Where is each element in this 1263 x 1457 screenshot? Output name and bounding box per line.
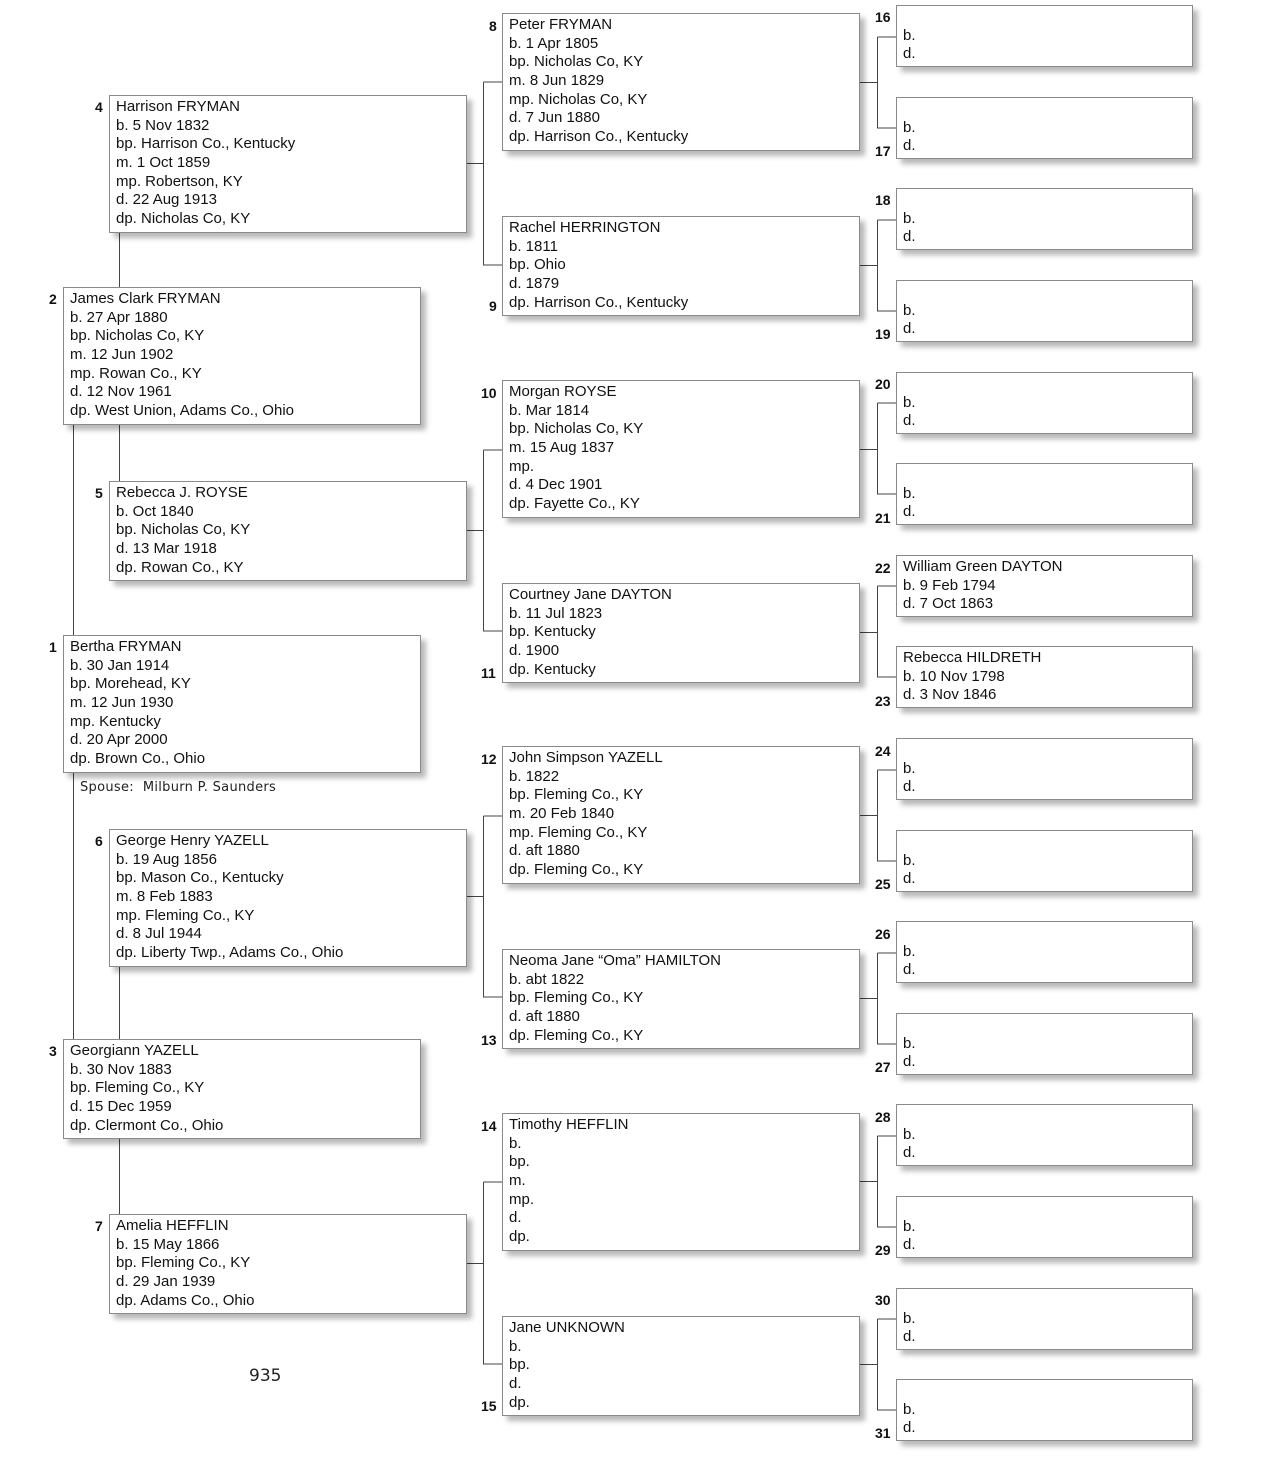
ahnentafel-number: 25 bbox=[875, 876, 891, 892]
connector-line bbox=[466, 82, 503, 265]
person-name: Peter FRYMAN bbox=[509, 16, 613, 33]
ahnentafel-number: 9 bbox=[489, 298, 497, 314]
birthplace-line: bp. Fleming Co., KY bbox=[70, 1079, 205, 1097]
ahnentafel-number: 30 bbox=[875, 1292, 891, 1308]
ahnentafel-number: 6 bbox=[95, 833, 103, 849]
death-line: d. bbox=[903, 503, 916, 520]
marriage-line: m. 12 Jun 1902 bbox=[70, 346, 174, 364]
ahnentafel-number: 7 bbox=[95, 1218, 103, 1234]
birthplace-line: bp. Kentucky bbox=[509, 623, 596, 641]
death-line: d. bbox=[903, 961, 916, 978]
death-place-line: dp. Liberty Twp., Adams Co., Ohio bbox=[116, 944, 344, 962]
person-box bbox=[502, 583, 860, 683]
person-name bbox=[903, 1016, 1186, 1035]
ahnentafel-number: 26 bbox=[875, 926, 891, 942]
person-box bbox=[896, 1104, 1193, 1166]
person-name: Rebecca HILDRETH bbox=[903, 649, 1042, 666]
ahnentafel-number: 16 bbox=[875, 9, 891, 25]
death-line: d. bbox=[903, 412, 916, 429]
ahnentafel-number: 4 bbox=[95, 99, 103, 115]
birth-line: b. bbox=[903, 209, 916, 227]
connector-line bbox=[860, 37, 896, 128]
marriage-place-line: mp. Fleming Co., KY bbox=[116, 906, 255, 924]
death-line: d. aft 1880 bbox=[509, 1008, 580, 1026]
person-box bbox=[896, 5, 1193, 67]
birthplace-line: bp. Ohio bbox=[509, 256, 566, 274]
birth-line: b. bbox=[903, 851, 916, 869]
birth-line: b. bbox=[903, 1309, 916, 1327]
marriage-place-line: mp. bbox=[509, 1190, 535, 1208]
death-place-line: dp. Adams Co., Ohio bbox=[116, 1291, 255, 1309]
birth-line: b. bbox=[903, 118, 916, 136]
marriage-place-line: mp. Robertson, KY bbox=[116, 172, 243, 190]
person-box bbox=[502, 380, 860, 518]
birth-line: b. 15 May 1866 bbox=[116, 1235, 220, 1253]
death-line: d. bbox=[903, 320, 916, 337]
birthplace-line: bp. bbox=[509, 1153, 530, 1171]
ahnentafel-number: 1 bbox=[49, 639, 57, 655]
person-name: Rachel HERRINGTON bbox=[509, 219, 661, 236]
birth-line: b. bbox=[903, 1034, 916, 1052]
birth-line: b. bbox=[903, 484, 916, 502]
birth-line: b. 9 Feb 1794 bbox=[903, 576, 996, 594]
death-line: d. 13 Mar 1918 bbox=[116, 540, 217, 558]
person-name: Morgan ROYSE bbox=[509, 383, 617, 400]
person-box bbox=[502, 746, 860, 884]
marriage-line: m. bbox=[509, 1172, 526, 1190]
death-line: d. 7 Oct 1863 bbox=[903, 595, 994, 612]
connector-line bbox=[860, 1136, 896, 1227]
ahnentafel-number: 19 bbox=[875, 326, 891, 342]
ahnentafel-number: 18 bbox=[875, 192, 891, 208]
birth-line: b. abt 1822 bbox=[509, 970, 585, 988]
person-name: Bertha FRYMAN bbox=[70, 638, 182, 655]
ahnentafel-number: 31 bbox=[875, 1425, 891, 1441]
marriage-line: m. 15 Aug 1837 bbox=[509, 439, 615, 457]
death-line: d. bbox=[903, 870, 916, 887]
death-place-line: dp. Harrison Co., Kentucky bbox=[509, 293, 689, 311]
ahnentafel-number: 24 bbox=[875, 743, 891, 759]
ahnentafel-number: 28 bbox=[875, 1109, 891, 1125]
ahnentafel-number: 12 bbox=[481, 751, 497, 767]
marriage-line: m. 1 Oct 1859 bbox=[116, 154, 211, 172]
connector-line bbox=[860, 1319, 896, 1410]
birthplace-line: bp. Nicholas Co, KY bbox=[509, 53, 644, 71]
person-box bbox=[896, 1013, 1193, 1075]
ahnentafel-number: 11 bbox=[481, 665, 496, 681]
death-line: d. bbox=[509, 1375, 522, 1393]
person-name bbox=[903, 1291, 1186, 1310]
person-box bbox=[896, 280, 1193, 342]
person-box bbox=[896, 188, 1193, 250]
death-place-line: dp. Fleming Co., KY bbox=[509, 1026, 644, 1044]
death-place-line: dp. bbox=[509, 1393, 530, 1411]
birth-line: b. 1 Apr 1805 bbox=[509, 34, 599, 52]
birthplace-line: bp. Morehead, KY bbox=[70, 675, 191, 693]
death-line: d. bbox=[903, 228, 916, 245]
connector-line bbox=[860, 220, 896, 311]
birth-line: b. bbox=[903, 26, 916, 44]
ahnentafel-number: 5 bbox=[95, 485, 103, 501]
marriage-place-line: mp. bbox=[509, 457, 535, 475]
birthplace-line: bp. bbox=[509, 1356, 530, 1374]
death-line: d. aft 1880 bbox=[509, 842, 580, 860]
spouse-note bbox=[80, 780, 276, 795]
person-box bbox=[896, 738, 1193, 800]
ahnentafel-number: 2 bbox=[49, 291, 57, 307]
ahnentafel-number: 15 bbox=[481, 1398, 497, 1414]
page-number: 935 bbox=[249, 1366, 282, 1386]
person-name: Georgiann YAZELL bbox=[70, 1042, 199, 1059]
person-box bbox=[63, 635, 421, 773]
birthplace-line: bp. Nicholas Co, KY bbox=[116, 521, 251, 539]
death-place-line: dp. bbox=[509, 1228, 530, 1246]
connector-line bbox=[860, 586, 896, 677]
birthplace-line: bp. Fleming Co., KY bbox=[509, 786, 644, 804]
ahnentafel-number: 13 bbox=[481, 1032, 497, 1048]
person-box bbox=[502, 13, 860, 151]
ahnentafel-number: 27 bbox=[875, 1059, 891, 1075]
death-place-line: dp. Nicholas Co, KY bbox=[116, 210, 251, 228]
marriage-line: m. 12 Jun 1930 bbox=[70, 694, 174, 712]
marriage-line: m. 8 Feb 1883 bbox=[116, 888, 213, 906]
ahnentafel-number: 22 bbox=[875, 560, 891, 576]
person-name: John Simpson YAZELL bbox=[509, 749, 663, 766]
death-line: d. bbox=[903, 1053, 916, 1070]
connector-line bbox=[860, 953, 896, 1044]
birth-line: b. bbox=[903, 759, 916, 777]
person-box bbox=[896, 463, 1193, 525]
death-line: d. 7 Jun 1880 bbox=[509, 109, 600, 127]
person-name bbox=[903, 100, 1186, 119]
death-line: d. bbox=[509, 1209, 522, 1227]
birth-line: b. Oct 1840 bbox=[116, 502, 194, 520]
birth-line: b. 30 Nov 1883 bbox=[70, 1060, 172, 1078]
birth-line: b. bbox=[903, 393, 916, 411]
person-name bbox=[903, 466, 1186, 485]
person-name bbox=[903, 283, 1186, 302]
birthplace-line: bp. Nicholas Co, KY bbox=[509, 420, 644, 438]
person-box bbox=[109, 95, 467, 233]
death-place-line: dp. Clermont Co., Ohio bbox=[70, 1116, 224, 1134]
death-line: d. 12 Nov 1961 bbox=[70, 383, 172, 401]
person-name: Harrison FRYMAN bbox=[116, 98, 240, 115]
ahnentafel-number: 10 bbox=[481, 385, 497, 401]
person-name bbox=[903, 1382, 1186, 1401]
person-name bbox=[903, 1199, 1186, 1218]
marriage-line: m. 20 Feb 1840 bbox=[509, 805, 615, 823]
person-box bbox=[896, 646, 1193, 708]
marriage-place-line: mp. Kentucky bbox=[70, 712, 161, 730]
person-box bbox=[109, 481, 467, 581]
death-line: d. bbox=[903, 1419, 916, 1436]
person-name bbox=[903, 1107, 1186, 1126]
person-box bbox=[896, 555, 1193, 617]
birth-line: b. 5 Nov 1832 bbox=[116, 116, 210, 134]
ahnentafel-number: 21 bbox=[875, 510, 891, 526]
ahnentafel-number: 14 bbox=[481, 1118, 497, 1134]
connector-line bbox=[466, 450, 503, 631]
death-line: d. 15 Dec 1959 bbox=[70, 1098, 172, 1116]
person-box bbox=[896, 372, 1193, 434]
person-name bbox=[903, 833, 1186, 852]
person-name bbox=[903, 924, 1186, 943]
birth-line: b. bbox=[509, 1337, 522, 1355]
person-box bbox=[502, 1113, 860, 1251]
death-line: d. bbox=[903, 1236, 916, 1253]
person-box bbox=[502, 216, 860, 316]
person-box bbox=[896, 830, 1193, 892]
death-line: d. bbox=[903, 137, 916, 154]
person-name bbox=[903, 375, 1186, 394]
death-line: d. 3 Nov 1846 bbox=[903, 686, 997, 703]
person-name: Jane UNKNOWN bbox=[509, 1319, 625, 1336]
birth-line: b. bbox=[903, 1125, 916, 1143]
person-name bbox=[903, 191, 1186, 210]
person-name: Timothy HEFFLIN bbox=[509, 1116, 629, 1133]
person-name: Courtney Jane DAYTON bbox=[509, 586, 672, 603]
marriage-place-line: mp. Rowan Co., KY bbox=[70, 364, 202, 382]
death-place-line: dp. Harrison Co., Kentucky bbox=[509, 128, 689, 146]
birthplace-line: bp. Fleming Co., KY bbox=[509, 989, 644, 1007]
birth-line: b. 10 Nov 1798 bbox=[903, 667, 1005, 685]
person-box bbox=[109, 829, 467, 967]
person-box bbox=[896, 1379, 1193, 1441]
person-name bbox=[903, 8, 1186, 27]
birth-line: b. bbox=[903, 1217, 916, 1235]
ahnentafel-number: 3 bbox=[49, 1043, 57, 1059]
person-box bbox=[502, 949, 860, 1049]
marriage-line: m. 8 Jun 1829 bbox=[509, 72, 605, 90]
birth-line: b. 30 Jan 1914 bbox=[70, 656, 170, 674]
birth-line: b. bbox=[903, 301, 916, 319]
death-place-line: dp. Brown Co., Ohio bbox=[70, 750, 206, 768]
spouse-name: Milburn P. Saunders bbox=[142, 780, 277, 795]
ahnentafel-number: 8 bbox=[489, 18, 497, 34]
birthplace-line: bp. Fleming Co., KY bbox=[116, 1254, 251, 1272]
birthplace-line: bp. Nicholas Co, KY bbox=[70, 327, 205, 345]
connector-line bbox=[860, 770, 896, 861]
birth-line: b. bbox=[509, 1134, 522, 1152]
ahnentafel-number: 23 bbox=[875, 693, 891, 709]
connector-line bbox=[860, 403, 896, 494]
death-line: d. 20 Apr 2000 bbox=[70, 731, 168, 749]
birthplace-line: bp. Mason Co., Kentucky bbox=[116, 869, 284, 887]
marriage-place-line: mp. Nicholas Co, KY bbox=[509, 90, 648, 108]
death-line: d. bbox=[903, 45, 916, 62]
ahnentafel-number: 17 bbox=[875, 143, 891, 159]
person-box bbox=[63, 287, 421, 425]
death-place-line: dp. Rowan Co., KY bbox=[116, 558, 244, 576]
birth-line: b. Mar 1814 bbox=[509, 401, 590, 419]
person-name: Rebecca J. ROYSE bbox=[116, 484, 248, 501]
person-name: Neoma Jane “Oma” HAMILTON bbox=[509, 952, 721, 969]
death-line: d. bbox=[903, 778, 916, 795]
person-name: Amelia HEFFLIN bbox=[116, 1217, 229, 1234]
death-place-line: dp. Fleming Co., KY bbox=[509, 861, 644, 879]
person-name bbox=[903, 741, 1186, 760]
birth-line: b. 27 Apr 1880 bbox=[70, 308, 168, 326]
birth-line: b. bbox=[903, 942, 916, 960]
birth-line: b. 19 Aug 1856 bbox=[116, 850, 217, 868]
marriage-place-line: mp. Fleming Co., KY bbox=[509, 823, 648, 841]
death-place-line: dp. Kentucky bbox=[509, 660, 596, 678]
person-box bbox=[896, 921, 1193, 983]
death-place-line: dp. West Union, Adams Co., Ohio bbox=[70, 402, 294, 420]
birth-line: b. 1811 bbox=[509, 237, 558, 255]
person-box bbox=[502, 1316, 860, 1416]
death-line: d. 1879 bbox=[509, 275, 560, 293]
person-box bbox=[896, 1196, 1193, 1258]
ahnentafel-number: 29 bbox=[875, 1242, 891, 1258]
person-box bbox=[63, 1039, 421, 1139]
death-line: d. bbox=[903, 1144, 916, 1161]
birth-line: b. 11 Jul 1823 bbox=[509, 604, 603, 622]
birth-line: b. 1822 bbox=[509, 767, 560, 785]
birth-line: b. bbox=[903, 1400, 916, 1418]
spouse-label: Spouse: bbox=[80, 780, 134, 795]
death-place-line: dp. Fayette Co., KY bbox=[509, 495, 640, 513]
death-line: d. 1900 bbox=[509, 642, 560, 660]
death-line: d. 29 Jan 1939 bbox=[116, 1273, 216, 1291]
connector-line bbox=[466, 1182, 503, 1364]
birthplace-line: bp. Harrison Co., Kentucky bbox=[116, 135, 296, 153]
person-box bbox=[896, 97, 1193, 159]
person-name: George Henry YAZELL bbox=[116, 832, 269, 849]
connector-line bbox=[466, 816, 503, 997]
death-line: d. bbox=[903, 1328, 916, 1345]
person-box bbox=[896, 1288, 1193, 1350]
person-box bbox=[109, 1214, 467, 1314]
death-line: d. 22 Aug 1913 bbox=[116, 191, 217, 209]
death-line: d. 4 Dec 1901 bbox=[509, 476, 603, 494]
death-line: d. 8 Jul 1944 bbox=[116, 925, 202, 943]
person-name: James Clark FRYMAN bbox=[70, 290, 221, 307]
person-name: William Green DAYTON bbox=[903, 558, 1063, 575]
ahnentafel-number: 20 bbox=[875, 376, 891, 392]
